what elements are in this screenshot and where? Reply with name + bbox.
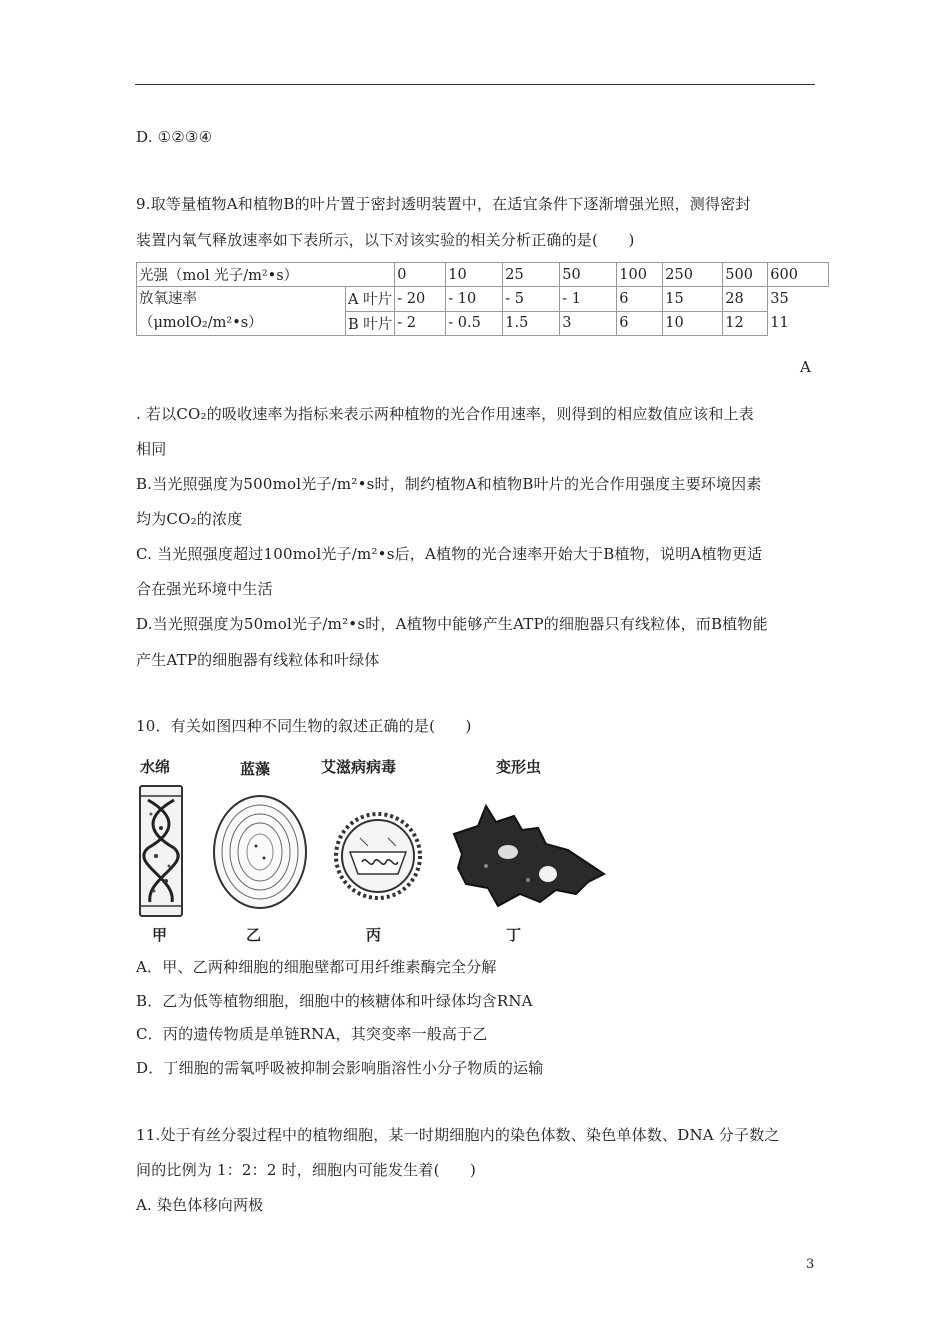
q9-option-b-line1: B.当光照强度为500mol光子/m²•s时，制约植物A和植物B叶片的光合作用强度主要环境因素 [136, 475, 762, 493]
table-cell: A 叶片 [346, 287, 395, 312]
hiv-virus-drawing [336, 814, 420, 898]
table-cell: 100 [617, 263, 663, 287]
table-cell: 1.5 [503, 311, 560, 336]
table-cell: 600 [768, 263, 829, 287]
q9-option-a-letter: A [800, 358, 812, 376]
table-cell: - 0.5 [446, 311, 503, 336]
q9-option-a-line1: . 若以CO₂的吸收速率为指标来表示两种植物的光合作用速率，则得到的相应数值应该和上表 [136, 405, 754, 423]
q9-stem-line1: 9.取等量植物A和植物B的叶片置于密封透明装置中，在适宜条件下逐渐增强光照，测得密封 [136, 195, 751, 213]
table-cell: 10 [446, 263, 503, 287]
table-cell: 6 [617, 311, 663, 336]
q9-option-b-line2: 均为CO₂的浓度 [136, 510, 243, 528]
spirogyra-cell-drawing [140, 786, 182, 916]
q9-data-table [136, 262, 848, 336]
q10-option-b: B．乙为低等植物细胞，细胞中的核糖体和叶绿体均含RNA [136, 992, 533, 1010]
table-cell: - 20 [395, 287, 446, 312]
q9-option-a-line2: 相同 [136, 440, 167, 458]
q10-option-a: A．甲、乙两种细胞的细胞壁都可用纤维素酶完全分解 [136, 958, 497, 976]
figure-name-cyanobacteria: 蓝藻 [240, 760, 271, 778]
figure-letter-bing: 丙 [366, 926, 382, 944]
prev-option-d: D. ①②③④ [136, 128, 213, 146]
table-cell [829, 263, 848, 287]
table-row [137, 263, 848, 287]
table-cell: 28 [723, 287, 768, 312]
table-cell: 6 [617, 287, 663, 312]
table-cell: - 1 [560, 287, 617, 312]
table-cell: 3 [560, 311, 617, 336]
row-label-line2: （μmolO₂/m²•s） [139, 315, 263, 331]
table-cell: - 2 [395, 311, 446, 336]
q11-option-a: A. 染色体移向两极 [136, 1196, 264, 1214]
q9-option-d-line2: 产生ATP的细胞器有线粒体和叶绿体 [136, 651, 380, 669]
table-cell: - 5 [503, 287, 560, 312]
q10-figure [136, 756, 616, 946]
figure-name-hiv: 艾滋病病毒 [321, 758, 397, 776]
table-cell: 25 [503, 263, 560, 287]
table-cell: 15 [663, 287, 723, 312]
table-cell: - 10 [446, 287, 503, 312]
header-rule [135, 84, 815, 85]
figure-letter-yi: 乙 [246, 926, 262, 944]
table-cell: 12 [723, 311, 768, 336]
table-cell: 50 [560, 263, 617, 287]
figure-drawings [136, 756, 616, 946]
amoeba-cell-drawing [454, 806, 604, 906]
q9-option-c-line2: 合在强光环境中生活 [136, 580, 273, 598]
table-header-label: 光强（mol 光子/m²•s） [137, 263, 395, 287]
figure-name-amoeba: 变形虫 [496, 758, 542, 776]
figure-name-spirogyra: 水绵 [140, 758, 171, 776]
figure-letter-ding: 丁 [506, 926, 522, 944]
table-row-label [137, 287, 346, 336]
page-number: 3 [806, 1257, 815, 1272]
q9-stem-line2: 装置内氧气释放速率如下表所示，以下对该实验的相关分析正确的是( ) [136, 231, 635, 249]
q10-option-d: D．丁细胞的需氧呼吸被抑制会影响脂溶性小分子物质的运输 [136, 1059, 544, 1077]
figure-letter-jia: 甲 [152, 926, 168, 944]
q9-option-d-line1: D.当光照强度为50mol光子/m²•s时，A植物中能够产生ATP的细胞器只有线粒体，而B植物能 [136, 615, 768, 633]
table-cell: 500 [723, 263, 768, 287]
table-cell: 0 [395, 263, 446, 287]
q11-stem-line1: 11.处于有丝分裂过程中的植物细胞，某一时期细胞内的染色体数、染色单体数、DNA 分子数之 [136, 1126, 780, 1144]
q10-option-c: C．丙的遗传物质是单链RNA，其突变率一般高于乙 [136, 1025, 488, 1043]
cyanobacteria-cell-drawing [214, 796, 306, 908]
table-row [137, 287, 848, 312]
table-cell: B 叶片 [346, 311, 395, 336]
q11-stem-line2: 间的比例为 1：2：2 时，细胞内可能发生着( ) [136, 1161, 477, 1179]
q9-option-c-line1: C. 当光照强度超过100mol光子/m²•s后，A植物的光合速率开始大于B植物，说明A植物更适 [136, 545, 763, 563]
table-cell: 11 [770, 315, 789, 332]
table-cell: 35 [770, 291, 789, 307]
q10-stem: 10．有关如图四种不同生物的叙述正确的是( ) [136, 717, 472, 735]
table-cell: 10 [663, 311, 723, 336]
row-label-line1: 放氧速率 [139, 291, 197, 307]
table-cell: 250 [663, 263, 723, 287]
